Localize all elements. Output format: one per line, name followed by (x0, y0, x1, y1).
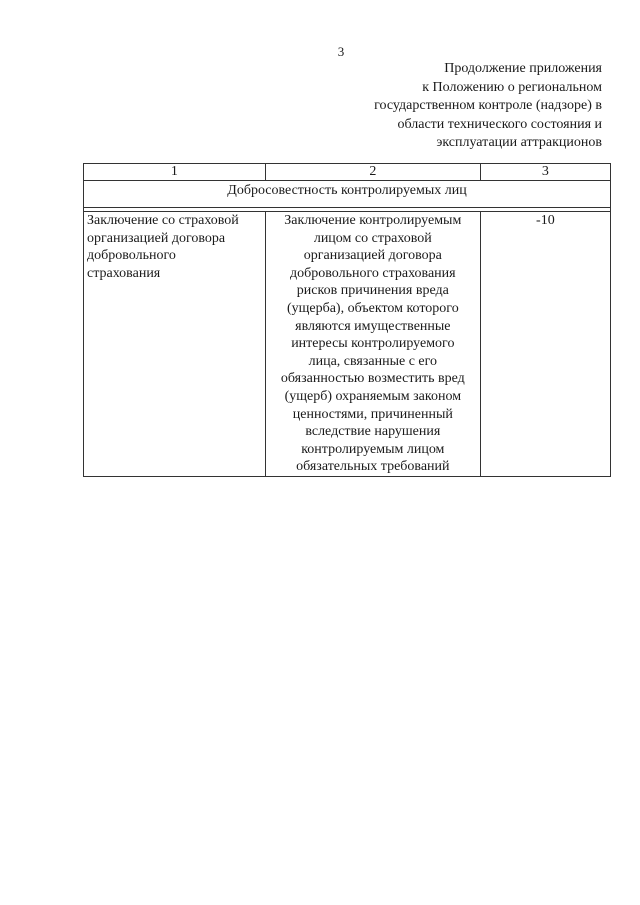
section-row (84, 181, 611, 208)
criterion-line: Заключение со страховой (87, 213, 239, 228)
indicator-line: лицом со страховой (313, 230, 432, 246)
indicator-line: контролируемым лицом (301, 441, 445, 457)
indicator-line: обязательных требований (296, 459, 450, 475)
criterion-line: добровольного (87, 248, 176, 264)
column-number-cell: 3 (480, 164, 610, 181)
indicator-line: (ущерба), объектом которого (286, 300, 459, 316)
indicator-line: вследствие нарушения (305, 424, 441, 440)
column-number-row (84, 164, 611, 181)
table-row (84, 212, 611, 477)
column-number-cell: 1 (84, 164, 266, 181)
indicator-line: рисков причинения вреда (296, 283, 449, 299)
appendix-header (302, 60, 602, 153)
indicator-line: Заключение контролируемым (284, 213, 462, 228)
appendix-header-line: государственном контроле (надзоре) в (374, 98, 602, 113)
appendix-header-line: к Положению о региональном (422, 79, 602, 95)
page-number: 3 (337, 44, 345, 59)
indicator-line: являются имущественные (295, 318, 451, 334)
appendix-header-line: Продолжение приложения (444, 61, 602, 76)
criterion-line: организацией договора (87, 230, 226, 246)
criteria-table (83, 163, 611, 477)
score-cell: -10 (480, 212, 610, 477)
criterion-line: страхования (87, 265, 161, 281)
appendix-header-line: эксплуатации аттракционов (436, 135, 602, 150)
indicator-line: ценностями, причиненный (292, 406, 453, 422)
indicator-line: лица, связанные с его (308, 353, 438, 369)
column-number-cell: 2 (265, 164, 480, 181)
appendix-header-line: области технического состояния и (397, 116, 602, 132)
indicator-cell (265, 212, 480, 477)
indicator-line: (ущерб) охраняемым законом (284, 388, 462, 404)
indicator-line: обязанностью возместить вред (280, 371, 465, 387)
indicator-line: добровольного страхования (290, 265, 456, 281)
indicator-line: организацией договора (303, 248, 442, 264)
criterion-cell (84, 212, 266, 477)
indicator-line: интересы контролируемого (291, 336, 455, 352)
section-title: Добросовестность контролируемых лиц (84, 181, 611, 208)
